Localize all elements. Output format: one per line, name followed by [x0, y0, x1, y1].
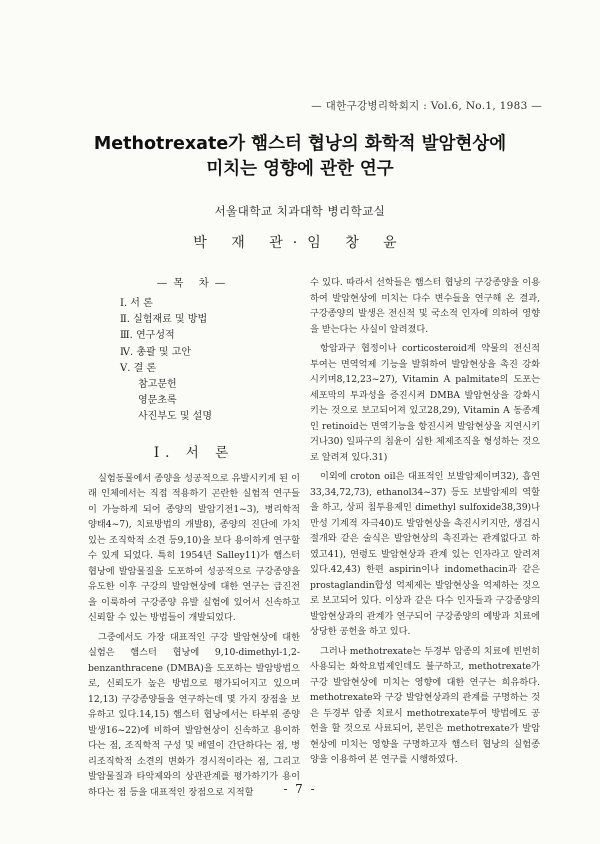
- left-body: [88, 471, 300, 801]
- journal-header: — 대한구강병리학회지 : Vol.6, No.1, 1983 —: [311, 100, 542, 112]
- body-paragraph: 그중에서도 가장 대표적인 구강 발암현상에 대한 실험은 햄스터 협낭에 9,10-dimethyl-1,2-benzanthracene (DMBA)을 도포하는 발암방법으로, 신뢰도가 높은 방법으로 평가되어지고 있으며12,13) 구강종양들을 연구하는데 몇 가지 장점을 보유하고 있다.14,15) 햄스터 협낭에서는 타부위 종양발생16~22)에 비하여 발암현상이 신속하고 용이하다는 점, 조직학적 구성 및 배열이 간단하다는 점, 병리조직학적 소견의 변화가 경시적이라는 점, 그리고 발암물질과 타악제와의 상관관계를 평가하기가 용이하다는 점 등을 대표적인 장점으로 지적할: [88, 631, 300, 798]
- author: 박 재 관·임 창 윤: [193, 235, 407, 251]
- body-paragraph: 그러나 methotrexate는 두경부 암종의 치료에 빈번히 사용되는 화학요법제인데도 불구하고, methotrexate가 구강 발암현상에 미치는 영향에 대한 연구는 희유하다. methotrexate와 구강 발암현상과의 관계를 구명하는 것은 두경부 암종 치료시 methotrexate투여 방법에도 공헌을 할 것으로 사료되어, 본인은 methotrexate가 발암현상에 미치는 영향을 구명하고자 햄스터 협낭의 실험종양을 이용하여 본 연구를 시행하였다.: [310, 645, 540, 765]
- affiliation: 서울대학교 치과대학 병리학교실: [214, 204, 386, 218]
- paper-title: [0, 132, 600, 182]
- table-of-contents: [88, 296, 300, 426]
- body-paragraph: 수 있다. 따라서 선학들은 햄스터 협낭의 구강종양을 이용하여 발암현상에 미치는 다수 변수들을 연구해 온 결과, 구강종양의 발생은 전신적 및 국소적 인자에 의하여 영향을 받는다는 사실이 알려졌다.: [310, 277, 540, 335]
- toc-heading: —목 차—: [156, 277, 232, 289]
- body-paragraph: 실험동물에서 종양을 성공적으로 유발시키게 된 이래 인체에서는 직접 적용하기 곤란한 실험적 연구들이 가능하게 되어 종양의 발암기전1~3), 병리학적 양태4~7), 치료방법의 개발8), 종양의 진단에 가치있는 조직학적 소견 등9,10)을 보다 용이하게 연구할 수 있게 되었다. 특히 1954년 Salley11)가 햄스터 협낭에 발암물질을 도포하여 성공적으로 구강종양을 유도한 이후 구강의 발암현상에 대한 연구는 급진전을 이룩하여 구강종양 유발 실험에 있어서 신속하고 신뢰할 수 있는 방법들이 개발되었다.: [88, 472, 300, 624]
- toc-item: Ⅲ. 연구성적: [120, 330, 175, 342]
- toc-item: 영문초록: [138, 395, 177, 407]
- toc-item: Ⅴ. 결 론: [120, 362, 157, 374]
- toc-item: 참고문헌: [138, 379, 177, 391]
- toc-item: Ⅱ. 실험재료 및 방법: [120, 314, 208, 326]
- title-line-1: Methotrexate가 햄스터 협낭의 화학적 발암현상에: [93, 134, 507, 154]
- toc-item: 사진부도 및 설명: [138, 411, 212, 423]
- right-column: [310, 275, 540, 772]
- left-column: [88, 275, 300, 804]
- page-number: - 7 -: [283, 782, 317, 796]
- section-heading: Ⅰ. 서 론: [153, 444, 235, 461]
- title-line-2: 미치는 영향에 관한 연구: [206, 159, 394, 179]
- toc-item: Ⅳ. 총괄 및 고안: [120, 346, 192, 358]
- body-paragraph: 이외에 croton oil은 대표적인 보발암제이며32), 흡연33,34,72,73), ethanol34~37) 등도 보발암제의 역할을 하고, 상피 침투용제인 dimethyl sulfoxide38,39)나 만성 기계적 자극40)도 발암현상을 촉진시키지만, 생검시 절개와 같은 술식은 발암현상의 촉진과는 관계없다고 하였고41), 연령도 발암현상과 관계 있는 인자라고 알려져 있다.42,43) 한편 aspirin이나 indomethacin과 같은 prostaglandin합성 억제제는 발암현상을 억제하는 것으로 보고되어 있다. 이상과 같은 다수 인자들과 구강종양의 발암현상과의 관계가 연구되어 구강종양의 예방과 치료에 상당한 공헌을 하고 있다.: [310, 471, 540, 637]
- toc-item: Ⅰ. 서 론: [120, 298, 153, 309]
- body-paragraph: 항암과구 협정이나 corticosteroid계 약물의 전신적 투여는 면역억제 기능을 발휘하여 발암현상을 촉진 강화시키며8,12,23~27), Vitamin A palmitate의 도포는 세포막의 투과성을 증진시켜 DMBA 발암현상을 강화시키는 것으로 보고되어져 있고28,29), Vitamin A 동종계인 retinoid는 면역기능을 항진시켜 발암현상을 지연시키거나30) 일파구의 침윤이 심한 체제조직을 형성하는 것으로 알려져 있다.31): [310, 343, 540, 463]
- right-body: [310, 275, 540, 768]
